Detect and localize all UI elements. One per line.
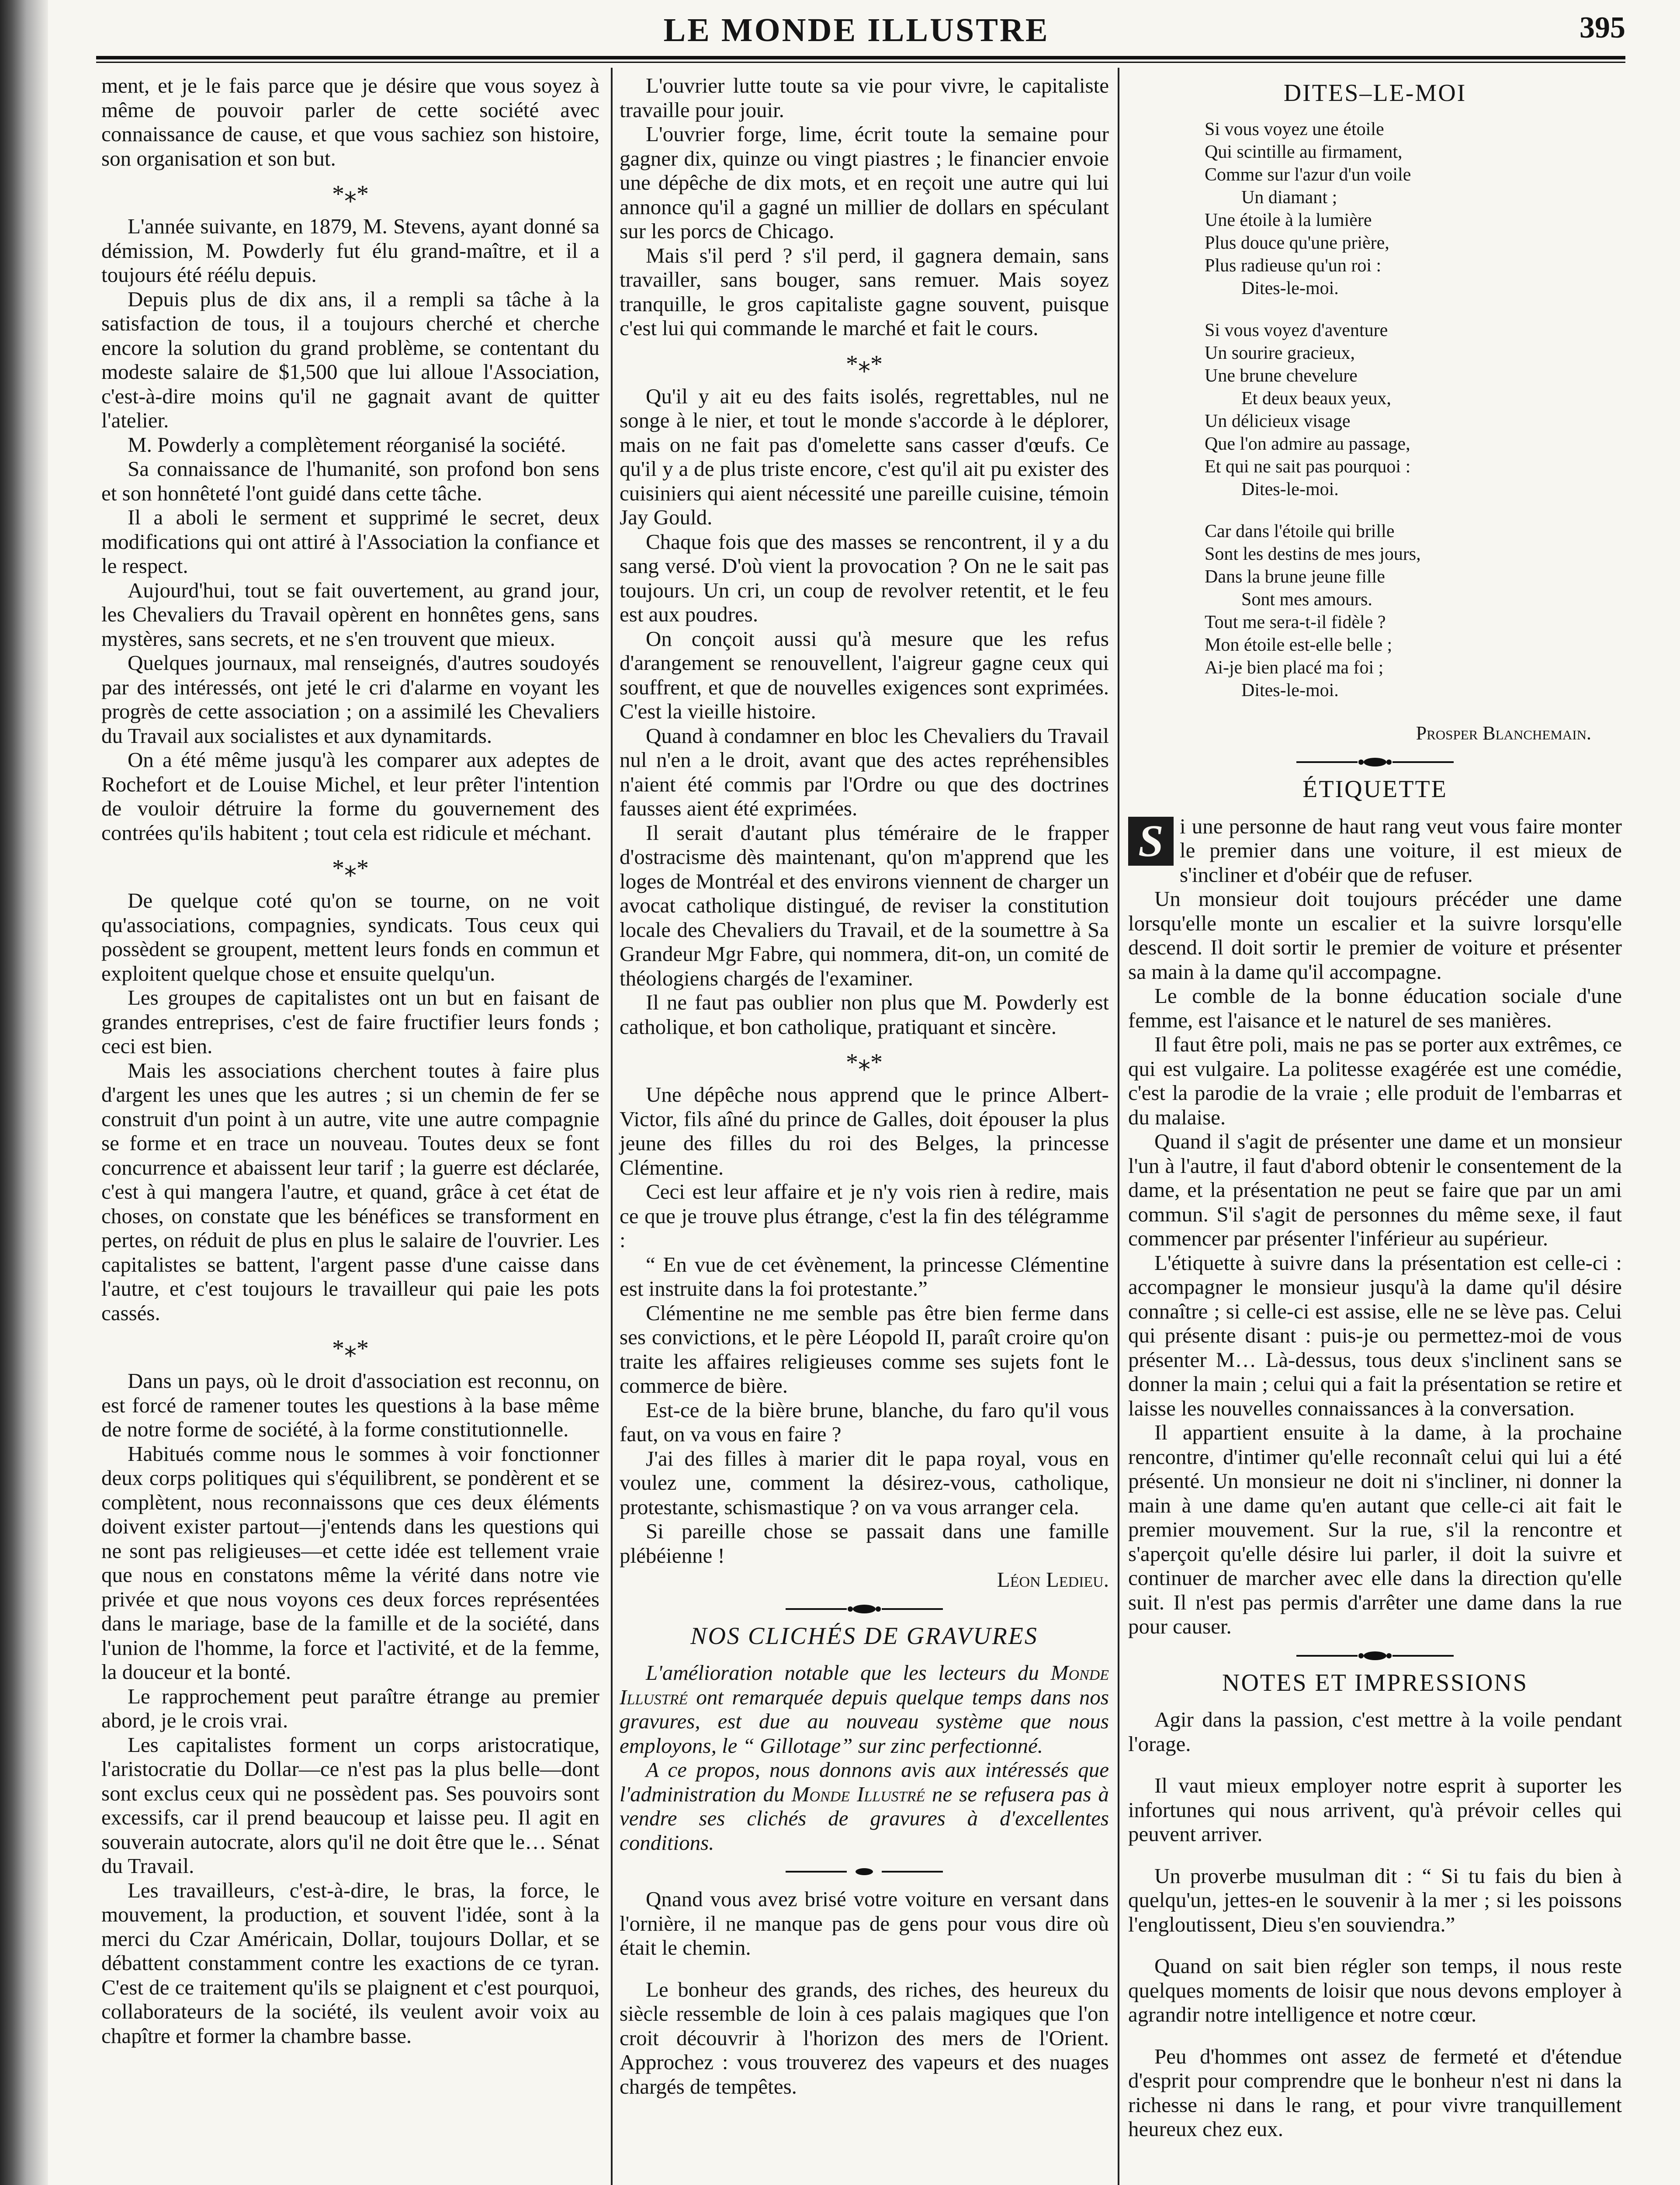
article-signature: Léon Ledieu.	[997, 1568, 1109, 1592]
section-title-cliches: NOS CLICHÉS DE GRAVURES	[690, 1622, 1038, 1650]
paragraph: Aujourd'hui, tout se fait ouvertement, au grand jour, les Chevaliers du Travail opèrent en honnêtes gens, sans mystères, sans secrets, et ne s'en trouvent que mieux.	[101, 578, 599, 651]
poem-line: Sont les destins de mes jours,	[1205, 544, 1421, 564]
ornament-divider	[1296, 1648, 1454, 1663]
notes-paragraphs	[1128, 1707, 1622, 2141]
paragraph: Ceci est leur affaire et je n'y vois rien à redire, mais ce que je trouve plus étrange, c'est la fin des télégramme :	[620, 1179, 1109, 1252]
paragraph: Peu d'hommes ont assez de fermeté et d'étendue d'esprit pour comprendre que le bonheur n'est ni dans la richesse ni dans le rang, et pour vivre tranquillement heureux chez eux.	[1128, 2044, 1622, 2141]
asterism-separator: *⁎*	[846, 1049, 883, 1076]
paragraph: Quelques journaux, mal renseignés, d'autres soudoyés par des intéressés, ont jeté le cri d'alarme en voyant les progrès de cette association ; on a assimilé les Chevaliers du Travail aux socialistes et aux dynamitards.	[101, 651, 599, 748]
col1-part-b	[101, 214, 599, 845]
poem-line: Comme sur l'azur d'un voile	[1205, 164, 1411, 185]
paragraph: Depuis plus de dix ans, il a rempli sa tâche à la satisfaction de tous, il a toujours cherché et cherche encore la solution du grand problème, se contentant du modeste salaire de $1,500 que lui alloue l'Association, c'est-à-dire moins qu'il ne gagnait avant de quitter l'atelier.	[101, 287, 599, 432]
column-divider	[611, 68, 613, 2185]
paragraph: Si pareille chose se passait dans une famille plébéienne !	[620, 1519, 1109, 1568]
page-title: LE MONDE ILLUSTRE	[663, 12, 1050, 49]
ornament-divider	[786, 1602, 943, 1616]
ornament-divider	[786, 1864, 943, 1879]
poem-stanza	[1205, 118, 1622, 300]
paragraph: Chaque fois que des masses se rencontrent, il y a du sang versé. D'où vient la provocation ? On ne le sait pas toujours. Un cri, un coup de revolver retentit, et le feu est aux poudres.	[620, 529, 1109, 626]
paragraph: Une dépêche nous apprend que le prince Albert-Victor, fils aîné du prince de Galles, doit épouser la plus jeune des filles du roi des Belges, la princesse Clémentine.	[620, 1082, 1109, 1179]
paragraph: Il ne faut pas oublier non plus que M. Powderly est catholique, et bon catholique, pratiquant et sincère.	[620, 990, 1109, 1039]
masthead	[87, 9, 1625, 61]
poem-line: Que l'on admire au passage,	[1205, 434, 1410, 454]
paragraph: Mais s'il perd ? s'il perd, il gagnera demain, sans travailler, sans bouger, sans remuer. Mais soyez tranquille, le gros capitaliste gagne souvent, puisque c'est lui qui commande le marché et fait le cours.	[620, 243, 1109, 340]
column-divider	[1118, 68, 1119, 2185]
paragraph: J'ai des filles à marier dit le papa royal, vous en voulez une, comment la désirez-vous, catholique, protestante, schismastique ? on va vous arranger cela.	[620, 1446, 1109, 1519]
paragraph: Il faut être poli, mais ne pas se porter aux extrêmes, ce qui est vulgaire. La politesse exagérée est une comédie, c'est la parodie de la vraie ; elle produit de l'embarras et du malaise.	[1128, 1032, 1622, 1129]
asterism-separator: *⁎*	[332, 180, 369, 208]
poem-line: Dites-le-moi.	[1205, 680, 1339, 701]
paragraph: Mais les associations cherchent toutes à faire plus d'argent les unes que les autres ; si un chemin de fer se construit d'un point à un autre, vite une autre compagnie se forme et en trace un nouveau. Toutes deux se font concurrence et abaissent leur tarif ; la guerre est déclarée, c'est à qui mangera l'autre, et quand, grâce à cet état de choses, on constate que les bénéfices se transforment en pertes, on réduit de plus en plus le salaire de l'ouvrier. Les capitalistes se battent, l'argent passe d'une caisse dans l'autre, et c'est toujours le travailleur qui paie les pots cassés.	[101, 1058, 599, 1325]
poem-line: Dites-le-moi.	[1205, 278, 1339, 298]
paragraph: Dans un pays, où le droit d'association est reconnu, on est forcé de ramener toutes les questions à la base même de notre forme de société, à la forme constitutionnelle.	[101, 1369, 599, 1441]
asterism-separator: *⁎*	[332, 855, 369, 882]
paragraph: “ En vue de cet évènement, la princesse Clémentine est instruite dans la foi protestante.”	[620, 1252, 1109, 1301]
poem-line: Plus douce qu'une prière,	[1205, 232, 1389, 253]
paragraph: Le comble de la bonne éducation sociale d'une femme, est l'aisance et le naturel de ses manières.	[1128, 984, 1622, 1032]
poem-line: Une brune chevelure	[1205, 365, 1358, 386]
paragraph: L'année suivante, en 1879, M. Stevens, ayant donné sa démission, M. Powderly fut élu grand-maître, et il a toujours été réélu depuis.	[101, 214, 599, 287]
poem-line: Un sourire gracieux,	[1205, 343, 1355, 363]
paragraph: Quand on sait bien régler son temps, il nous reste quelques moments de loisir que nous devons employer à agrandir notre intelligence et notre cœur.	[1128, 1954, 1622, 2026]
poem-author: Prosper Blanchemain.	[1416, 722, 1591, 744]
paragraph: Habitués comme nous le sommes à voir fonctionner deux corps politiques qui s'équilibrent, se pondèrent et se complètent, nous reconnaissons que ces deux éléments doivent exister partout—j'entends dans les questions qui ne sont pas religieuses—et cette idée est tellement vraie que nous en constatons même la vérité dans notre vie privée et que nous voyons ces deux forces représentées dans le mariage, base de la famille et de la société, dans l'union de l'homme, la force et l'activité, et de la femme, la douceur et la bonté.	[101, 1441, 599, 1684]
poem-line: Un diamant ;	[1205, 187, 1337, 208]
paragraph: Sa connaissance de l'humanité, son profond bon sens et son honnêteté l'ont guidé dans cette tâche.	[101, 457, 599, 505]
col2-part-a	[620, 73, 1109, 340]
paragraph: Il appartient ensuite à la dame, à la prochaine rencontre, d'intimer qu'elle reconnaît celui qui lui a été présenté. Un monsieur ne doit ni s'incliner, ni donner la main à une dame qu'en autant que celle-ci ait fait le premier mouvement. Sur la rue, s'il la rencontre et s'aperçoit qu'elle désire lui parler, il doit la suivre et continuer de marcher avec elle dans la direction qu'elle suit. Il n'est pas permis d'arrêter une dame dans la rue pour causer.	[1128, 1420, 1622, 1638]
column-2	[620, 73, 1109, 2098]
cliches-notice: L'amélioration notable que les lecteurs du Monde Illustré ont remarquée depuis quelque temps dans nos gravures, est due au nouveau système que nous employons, le “ Gillotage” sur zinc perfectionné.	[620, 1661, 1109, 1758]
paragraph: Les travailleurs, c'est-à-dire, le bras, la force, le mouvement, la production, et souvent l'idée, sont à la merci du Czar Américain, Dollar, toujours Dollar, et se débattent constamment contre les exactions de ce tyran. C'est de ce traitement qu'ils se plaignent et c'est pourquoi, collaborateurs de la société, ils veulent avoir voix au chapître et former la chambre basse.	[101, 1878, 599, 2048]
cliches-notice: A ce propos, nous donnons avis aux intéressés que l'administration du Monde Illustré ne se refusera pas à vendre ses clichés de gravures à d'excellentes conditions.	[620, 1758, 1109, 1855]
poem-line: Un délicieux visage	[1205, 411, 1351, 431]
col2-part-d	[620, 1887, 1109, 2098]
page-number: 395	[1580, 11, 1625, 45]
paragraph: Les capitalistes forment un corps aristocratique, l'aristocratie du Dollar—ce n'est pas la plus belle—dont sont exclus ceux qui ne possèdent pas. Ses pouvoirs sont excessifs, car il prend beaucoup et laisse peu. Il agit en souverain autocrate, alors qu'il ne doit être que le… Sénat du Travail.	[101, 1732, 599, 1878]
paragraph: Il a aboli le serment et supprimé le secret, deux modifications qui ont attiré à l'Association la confiance et le respect.	[101, 505, 599, 578]
paragraph: Le bonheur des grands, des riches, des heureux du siècle ressemble de loin à ces palais magiques que l'on croit découvrir à l'horizon des mers de l'Orient. Approchez : vous trouverez des vapeurs et des nuages chargés de tempêtes.	[620, 1977, 1109, 2098]
paragraph: L'ouvrier forge, lime, écrit toute la semaine pour gagner dix, quinze ou vingt piastres ; le financier envoie une dépêche de dix mots, et en reçoit une autre qui lui annonce qu'il a gagné un millier de dollars en spéculant sur les porcs de Chicago.	[620, 122, 1109, 243]
ornament-divider	[1296, 755, 1454, 770]
col1-part-c	[101, 888, 599, 1325]
asterism-separator: *⁎*	[332, 1335, 369, 1362]
paragraph: Agir dans la passion, c'est mettre à la voile pendant l'orage.	[1128, 1707, 1622, 1756]
poem-title: DITES–LE-MOI	[1283, 80, 1467, 107]
column-1	[101, 73, 599, 2048]
paragraph: ment, et je le fais parce que je désire que vous soyez à même de pouvoir parler de cette société avec connaissance de cause, et que vous sachiez son histoire, son organisation et son but.	[101, 73, 599, 170]
poem-line: Car dans l'étoile qui brille	[1205, 521, 1395, 541]
poem-line: Plus radieuse qu'un roi :	[1205, 255, 1382, 276]
poem-line: Une étoile à la lumière	[1205, 210, 1372, 230]
header-rule	[96, 56, 1625, 63]
col2-part-c	[620, 1082, 1109, 1568]
drop-cap: S	[1128, 817, 1174, 866]
paragraph: Quand il s'agit de présenter une dame et un monsieur l'un à l'autre, il faut d'abord obtenir le consentement de la dame, et la présentation ne peut se faire que par un ami commun. S'il s'agit de personnes du même sexe, il faut commencer par présenter l'inférieur au supérieur.	[1128, 1129, 1622, 1250]
column-3	[1128, 73, 1622, 2141]
paragraph: Clémentine ne me semble pas être bien ferme dans ses convictions, et le père Léopold II, paraît croire qu'on traite les affaires religieuses comme ses sujets font le commerce de bière.	[620, 1301, 1109, 1398]
etiquette-paragraphs	[1128, 887, 1622, 1639]
poem-line: Sont mes amours.	[1205, 589, 1372, 610]
asterism-separator: *⁎*	[846, 350, 883, 378]
poem-line: Qui scintille au firmament,	[1205, 142, 1403, 162]
section-title-etiquette: ÉTIQUETTE	[1302, 776, 1448, 803]
paragraph: On a été même jusqu'à les comparer aux adeptes de Rochefort et de Louise Michel, et leur prêter l'intention de vouloir détruire la forme du gouvernement des contrées qu'ils habitent ; tout cela est ridicule et méchant.	[101, 748, 599, 845]
poem-line: Si vous voyez d'aventure	[1205, 320, 1388, 340]
paragraph: On conçoit aussi qu'à mesure que les refus d'arangement se renouvellent, l'aigreur gagne ceux qui souffrent, et que de nouvelles exigences sont exprimées. C'est la vieille histoire.	[620, 626, 1109, 723]
poem	[1205, 118, 1622, 702]
paragraph: Il vaut mieux employer notre esprit à suporter les infortunes qui nous arrivent, qu'à prévoir celles qui peuvent arriver.	[1128, 1773, 1622, 1846]
col1-part-a	[101, 73, 599, 170]
poem-line: Tout me sera-t-il fidèle ?	[1205, 612, 1386, 632]
poem-line: Dites-le-moi.	[1205, 479, 1339, 499]
paragraph: Le rapprochement peut paraître étrange au premier abord, je le crois vrai.	[101, 1684, 599, 1732]
poem-line: Et deux beaux yeux,	[1205, 388, 1391, 409]
poem-line: Mon étoile est-elle belle ;	[1205, 635, 1392, 655]
paragraph: Un proverbe musulman dit : “ Si tu fais du bien à quelqu'un, jettes-en le souvenir à la mer ; si les poissons l'engloutissent, Dieu s'en souviendra.”	[1128, 1863, 1622, 1936]
paragraph: Qnand vous avez brisé votre voiture en versant dans l'ornière, il ne manque pas de gens pour vous dire où était le chemin.	[620, 1887, 1109, 1960]
paragraph: Est-ce de la bière brune, blanche, du faro qu'il vous faut, on va vous en faire ?	[620, 1398, 1109, 1446]
col1-part-d	[101, 1369, 599, 2048]
paragraph: M. Powderly a complètement réorganisé la société.	[128, 432, 566, 457]
poem-stanza	[1205, 520, 1622, 702]
section-title-notes: NOTES ET IMPRESSIONS	[1222, 1669, 1528, 1696]
poem-stanza	[1205, 319, 1622, 501]
paragraph: Il serait d'autant plus téméraire de le frapper d'ostracisme dès maintenant, qu'on m'apprend que les loges de Montréal et des environs viennent de charger un avocat catholique distingué, de reviser la constitution locale des Chevaliers du Travail, et de la soumettre à Sa Grandeur Mgr Fabre, qui nommera, dit-on, un comité de théologiens chargés de l'examiner.	[620, 820, 1109, 990]
paragraph: L'étiquette à suivre dans la présentation est celle-ci : accompagner le monsieur jusqu'à la dame qu'il désire connaître ; si celle-ci est assise, elle ne se lève pas. Celui qui présente disant : puis-je ou permettez-moi de vous présenter M… Là-dessus, tous deux s'inclinent sans se donner la main ; celui qui a fait la présentation se retire et laisse les nouvelles connaissances à la conversation.	[1128, 1250, 1622, 1420]
paragraph: Qu'il y ait eu des faits isolés, regrettables, nul ne songe à le nier, et tout le monde s'accorde à le déplorer, mais on ne fait pas d'omelette sans casser d'œufs. Ce qu'il y a de plus triste encore, c'est qu'il ait pu exister des cuisiniers qui aient nécessité une pareille cuisine, témoin Jay Gould.	[620, 384, 1109, 529]
paragraph: L'ouvrier lutte toute sa vie pour vivre, le capitaliste travaille pour jouir.	[620, 73, 1109, 122]
paragraph: Quand à condamner en bloc les Chevaliers du Travail nul n'en a le droit, avant que des actes repréhensibles n'aient été commis par l'Ordre ou que des doctrines fausses aient été exprimées.	[620, 723, 1109, 820]
binding-edge	[0, 0, 48, 2185]
poem-line: Ai-je bien placé ma foi ;	[1205, 657, 1384, 678]
poem-line: Et qui ne sait pas pourquoi :	[1205, 456, 1411, 477]
paragraph: Un monsieur doit toujours précéder une dame lorsqu'elle monte un escalier et la suivre lorsqu'elle descend. Il doit sortir le premier de voiture et présenter sa main à la dame qu'il accompagne.	[1128, 887, 1622, 984]
col2-part-b	[620, 384, 1109, 1039]
poem-line: Dans la brune jeune fille	[1205, 566, 1385, 587]
paragraph: Les groupes de capitalistes ont un but en faisant de grandes entreprises, c'est de faire fructifier leurs fonds ; ceci est bien.	[101, 985, 599, 1058]
etiquette-first-paragraph: S i une personne de haut rang veut vous faire monter le premier dans une voiture, il est mieux de s'incliner et d'obéir que de refuser.	[1128, 814, 1622, 887]
poem-line: Si vous voyez une étoile	[1205, 119, 1384, 139]
paragraph: De quelque coté qu'on se tourne, on ne voit qu'associations, compagnies, syndicats. Tous ceux qui possèdent se groupent, mettent leurs fonds en commun et exploitent quelque chose et ensuite quelqu'un.	[101, 888, 599, 985]
